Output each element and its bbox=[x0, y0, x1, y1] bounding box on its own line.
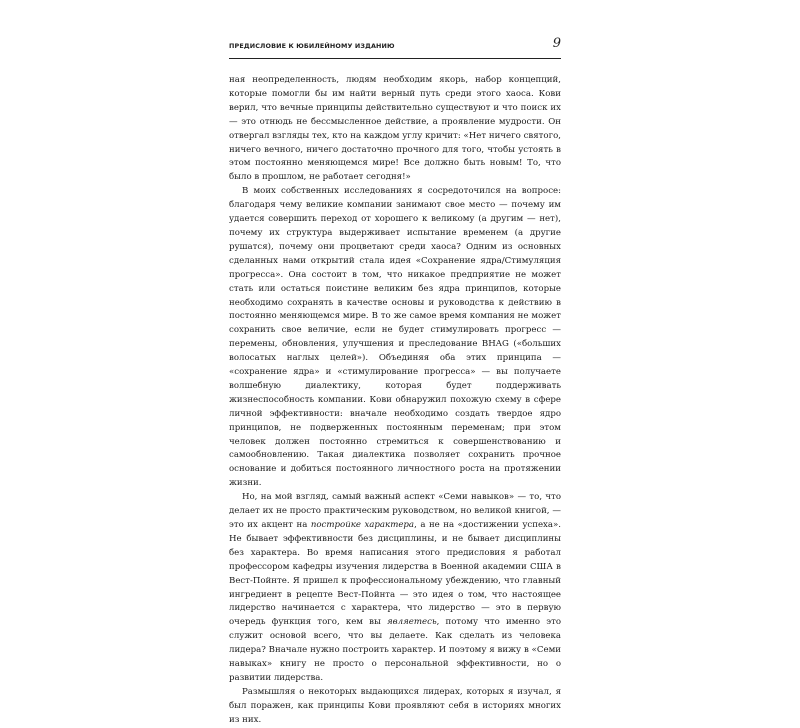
paragraph-4: Размышляя о некоторых выдающихся лидерах, которых я изучал, я был поражен, как принципы Кови проявляют себя в историях многих из них. bbox=[229, 686, 561, 725]
emphasis-character-building: постройке характера bbox=[310, 520, 415, 530]
paragraph-3-part-3: , потому что именно это служит основой всего, что вы делаете. Как сделать из человека лидера? Вначале нужно построить характер. И поэтому я вижу в «Семи навыках» книгу не просто о персональной эффективности, но о развитии лидерства. bbox=[229, 617, 561, 683]
running-head: ПРЕДИСЛОВИЕ К ЮБИЛЕЙНОМУ ИЗДАНИЮ bbox=[229, 42, 395, 50]
emphasis-you-are: являетесь bbox=[386, 617, 437, 628]
paragraph-3-part-2: , а не на «достижении успеха». Не бывает эффективности без дисциплины, и не бывает дисциплины без характера. Во время написания этого предисловия я работал профессором кафедры изучения лидерства в Военной академии США в Вест-Пойнте. Я пришел к профессиональному убеждению, что главный ингредиент в рецепте Вест-Пойнта — это идея о том, что настоящее лидерство начинается с характера, что лидерство — это в первую очередь функция того, кем вы bbox=[229, 520, 562, 628]
page-header bbox=[229, 36, 561, 59]
page-number: 9 bbox=[552, 36, 561, 51]
paragraph-2: В моих собственных исследованиях я сосредоточился на вопросе: благодаря чему великие компании занимают свое место — почему им удается совершить переход от хорошего к великому (а другим — нет), почему их структура выдерживает испытание временем (а другие рушатся), почему они процветают среди хаоса? Одним из основных сделанных нами открытий стала идея «Сохранение ядра/Стимуляция прогресса». Она состоит в том, что никакое предприятие не может стать или остаться поистине великим без ядра принципов, которые необходимо сохранять в качестве основы и руководства к действию в постоянно меняющемся мире. В то же самое время компания не может сохранить свое величие, если не будет стимулировать прогресс — перемены, обновления, улучшения и преследование BHAG («больших волосатых наглых целей»). Объединяя оба этих принципа — «сохранение ядра» и «стимулирование прогресса» — вы получаете волшебную диалектику, которая будет поддерживать жизнеспособность компании. Кови обнаружил похожую схему в сфере личной эффективности: вначале необходимо создать твердое ядро принципов, не подверженных постоянным переменам; при этом человек должен постоянно стремиться к совершенствованию и самообновлению. Такая диалектика позволяет сохранить прочное основание и добиться постоянного личностного роста на протяжении жизни. bbox=[229, 186, 561, 489]
paragraph-3-part-1: Но, на мой взгляд, самый важный аспект «Семи навыков» — то, что делает их не просто практическим руководством, но великой книгой, — это их акцент на bbox=[229, 492, 561, 530]
book-page bbox=[229, 36, 562, 725]
paragraph-1: ная неопределенность, людям необходим якорь, набор концепций, которые помогли бы им найти верный путь среди этого хаоса. Кови верил, что вечные принципы действительно существуют и что поиск их — это отнюдь не бессмысленное действие, а проявление мудрости. Он отвергал взгляды тех, кто на каждом углу кричит: «Нет ничего святого, ничего вечного, ничего достаточно прочного для того, чтобы устоять в этом постоянно меняющемся мире! Все должно быть новым! То, что было в прошлом, не работает сегодня!» bbox=[229, 75, 561, 183]
paragraph-3 bbox=[229, 491, 561, 686]
body-text bbox=[229, 74, 561, 728]
